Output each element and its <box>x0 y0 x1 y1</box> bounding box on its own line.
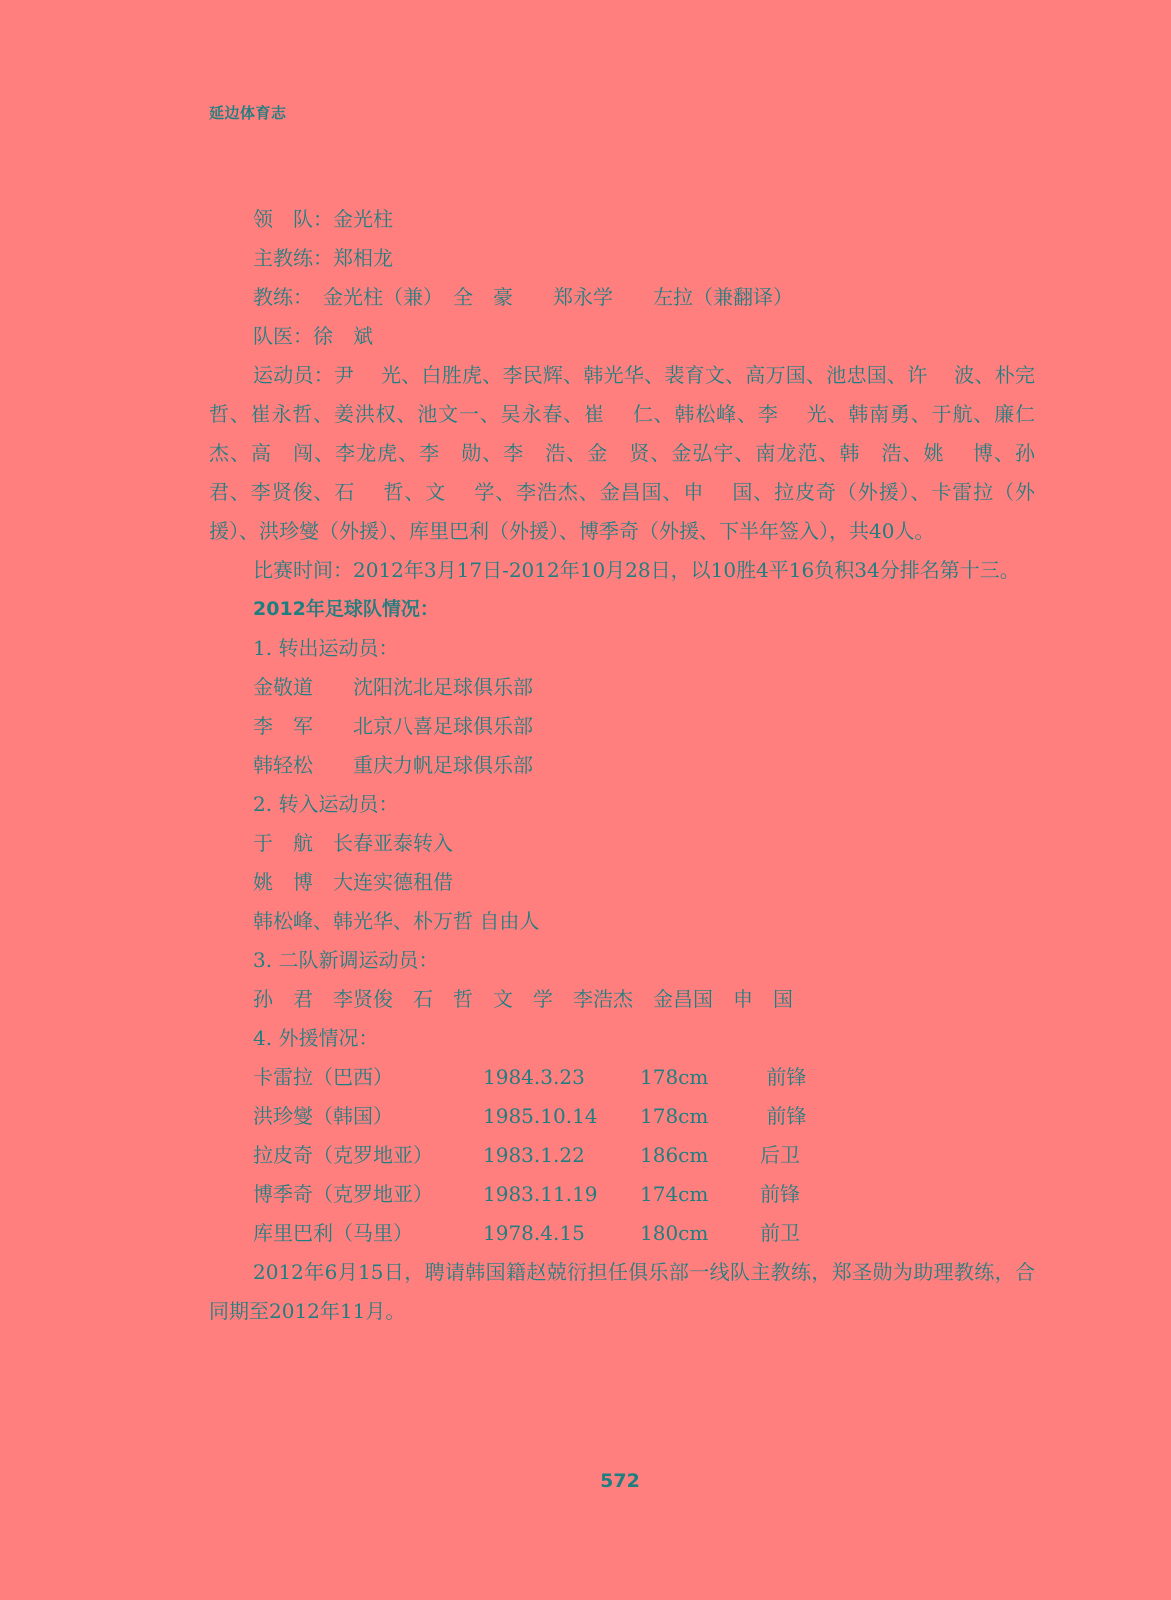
height: 186cm <box>640 1143 709 1167</box>
players-paragraph: 运动员：尹 光、白胜虎、李民辉、韩光华、裴育文、高万国、池忠国、许 波、朴完哲、崔永哲、姜洪权、池文一、吴永春、崔 仁、韩松峰、李 光、韩南勇、于航、廉仁杰、高 闯、李龙虎、李 勋、李 浩、金 贤、金弘宇、南龙范、韩 浩、姚 博、孙 君、李贤俊、石 哲、文 学、李浩杰、金昌国、申 国、拉皮奇（外援）、卡雷拉（外援）、洪珍燮（外援）、库里巴利（外援）、博季奇（外援、下半年签入），共40人。 <box>209 363 1062 543</box>
birth-date: 1985.10.14 <box>483 1104 598 1128</box>
birth-date: 1978.4.15 <box>483 1221 585 1245</box>
transfer-in-item: 韩松峰、韩光华、朴万哲 自由人 <box>253 909 540 933</box>
transfer-out-item: 金敬道 沈阳沈北足球俱乐部 <box>253 675 533 699</box>
section-title: 2012年足球队情况： <box>253 598 439 620</box>
foreign-player-row <box>209 1097 1035 1136</box>
reserves-names: 孙 君 李贤俊 石 哲 文 学 李浩杰 金昌国 申 国 <box>253 987 793 1011</box>
transfer-out-item: 韩轻松 重庆力帆足球俱乐部 <box>253 753 533 777</box>
reserves-heading: 3. 二队新调运动员： <box>253 948 439 972</box>
closing-paragraph: 2012年6月15日，聘请韩国籍赵兢衍担任俱乐部一线队主教练，郑圣勋为助理教练，合同期至2012年11月。 <box>209 1260 1035 1323</box>
position: 前锋 <box>760 1065 807 1089</box>
team-doctor-line: 队医：徐 斌 <box>253 324 373 348</box>
player-name: 卡雷拉（巴西） <box>253 1065 393 1089</box>
transfers-in-heading: 2. 转入运动员： <box>253 792 399 816</box>
height: 178cm <box>640 1065 709 1089</box>
foreign-players-heading: 4. 外援情况： <box>253 1026 379 1050</box>
match-paragraph: 比赛时间：2012年3月17日-2012年10月28日，以10胜4平16负积34分排名第十三。 <box>253 558 1020 582</box>
player-name: 洪珍燮（韩国） <box>253 1104 393 1128</box>
birth-date: 1983.1.22 <box>483 1143 585 1167</box>
foreign-player-row <box>209 1136 1035 1175</box>
foreign-player-row <box>209 1175 1035 1214</box>
transfer-in-item: 姚 博 大连实德租借 <box>253 870 453 894</box>
foreign-player-row <box>209 1214 1035 1253</box>
head-coach-line: 主教练：郑相龙 <box>253 246 393 270</box>
player-name: 库里巴利（马里） <box>253 1221 413 1245</box>
position: 前卫 <box>760 1221 800 1245</box>
team-leader-line: 领 队：金光柱 <box>253 207 393 231</box>
height: 178cm <box>640 1104 709 1128</box>
transfers-out-heading: 1. 转出运动员： <box>253 636 399 660</box>
position: 后卫 <box>760 1143 800 1167</box>
coaches-line: 教练： 金光柱（兼） 全 豪 郑永学 左拉（兼翻译） <box>253 285 793 309</box>
position: 前锋 <box>760 1104 807 1128</box>
height: 180cm <box>640 1221 709 1245</box>
transfer-in-item: 于 航 长春亚泰转入 <box>253 831 453 855</box>
foreign-player-row <box>209 1058 1035 1097</box>
player-name: 拉皮奇（克罗地亚） <box>253 1143 433 1167</box>
transfer-out-item: 李 军 北京八喜足球俱乐部 <box>253 714 533 738</box>
player-name: 博季奇（克罗地亚） <box>253 1182 433 1206</box>
birth-date: 1984.3.23 <box>483 1065 585 1089</box>
height: 174cm <box>640 1182 709 1206</box>
page-number: 572 <box>600 1470 640 1492</box>
document-body <box>209 200 1062 1331</box>
birth-date: 1983.11.19 <box>483 1182 598 1206</box>
running-head: 延边体育志 <box>209 104 287 122</box>
position: 前锋 <box>760 1182 800 1206</box>
